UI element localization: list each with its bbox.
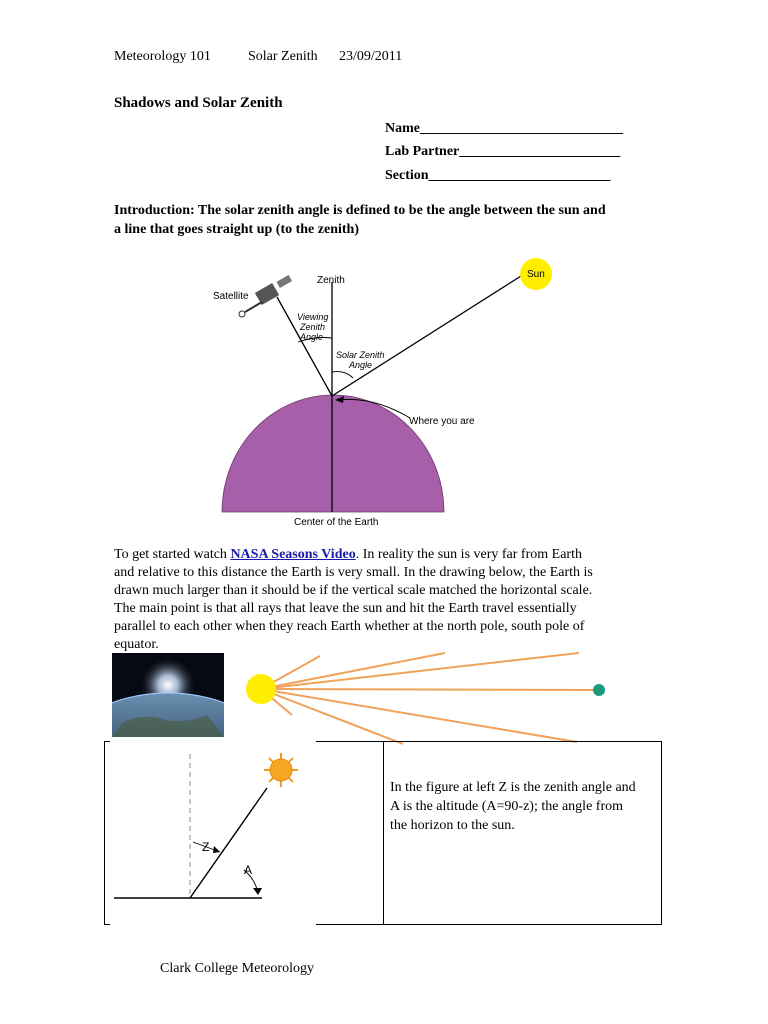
earth-half-disk [222, 395, 444, 512]
page-title: Shadows and Solar Zenith [114, 95, 283, 111]
body-line-3: drawn much larger than it should be if the vertical scale matched the horizontal scale. [114, 583, 593, 598]
body-line-5: parallel to each other when they reach Earth whether at the north pole, south pole of [114, 619, 585, 634]
a-label: A [244, 863, 253, 877]
explanation-box [383, 741, 662, 925]
zenith-altitude-figure [112, 742, 316, 902]
header-topic: Solar Zenith [248, 49, 318, 64]
z-label: Z [202, 840, 210, 854]
solar-angle-arc [332, 372, 353, 378]
satellite-label: Satellite [213, 291, 249, 302]
sun-icon [264, 753, 298, 787]
viewing-label-3: Angle [300, 332, 324, 342]
where-you-are-label: Where you are [409, 416, 475, 427]
name-field: Name_____________________________ [385, 121, 623, 136]
sun-line [332, 276, 521, 396]
left-box-border [104, 741, 105, 925]
body-line-4: The main point is that all rays that leave the sun and hit the Earth travel essentially [114, 601, 577, 616]
sun-rays [261, 653, 597, 744]
section-field: Section__________________________ [385, 168, 611, 183]
header-course: Meteorology 101 [114, 49, 211, 64]
viewing-label-2: Zenith [300, 322, 326, 332]
lab-partner-field: Lab Partner_______________________ [385, 144, 621, 159]
intro-line-2: a line that goes straight up (to the zenith) [114, 222, 359, 237]
body-line-1 [114, 546, 582, 564]
intro-line-1: Introduction: The solar zenith angle is defined to be the angle between the sun and [114, 203, 606, 218]
zenith-label: Zenith [317, 275, 345, 286]
nasa-seasons-video-link[interactable]: NASA Seasons Video [230, 547, 356, 562]
planet-icon [593, 684, 605, 696]
sun-label: Sun [527, 269, 545, 280]
body-line-1-start: To get started watch [114, 547, 231, 562]
zenith-arrowhead [213, 846, 220, 853]
box-bottom-connector [316, 924, 383, 925]
earth-center-label: Center of the Earth [294, 517, 379, 528]
body-line-2: and relative to this distance the Earth is very small. In the drawing below, the Earth is [114, 565, 593, 580]
sun-rays-diagram [240, 650, 620, 745]
sun-icon [246, 674, 276, 704]
explanation-line-2: A is the altitude (A=90-z); the angle from [390, 799, 623, 814]
body-line-1-end: . In reality the sun is very far from Earth [355, 547, 582, 562]
earth-from-space-photo [112, 653, 224, 737]
explanation-line-3: the horizon to the sun. [390, 818, 515, 833]
zenith-angle-diagram [205, 250, 565, 535]
header-date: 23/09/2011 [339, 49, 403, 64]
altitude-arrowhead [253, 888, 262, 895]
solar-zenith-label-2: Angle [349, 360, 373, 370]
viewing-label-1: Viewing [297, 312, 329, 322]
body-line-6: equator. [114, 637, 159, 652]
left-box-top-tick [104, 741, 110, 742]
explanation-line-1: In the figure at left Z is the zenith angle and [390, 780, 636, 795]
box-top-connector [316, 741, 383, 742]
footer-text: Clark College Meteorology [160, 961, 314, 976]
solar-zenith-label-1: Solar Zenith [336, 350, 385, 360]
left-box-bottom-tick [104, 924, 110, 925]
